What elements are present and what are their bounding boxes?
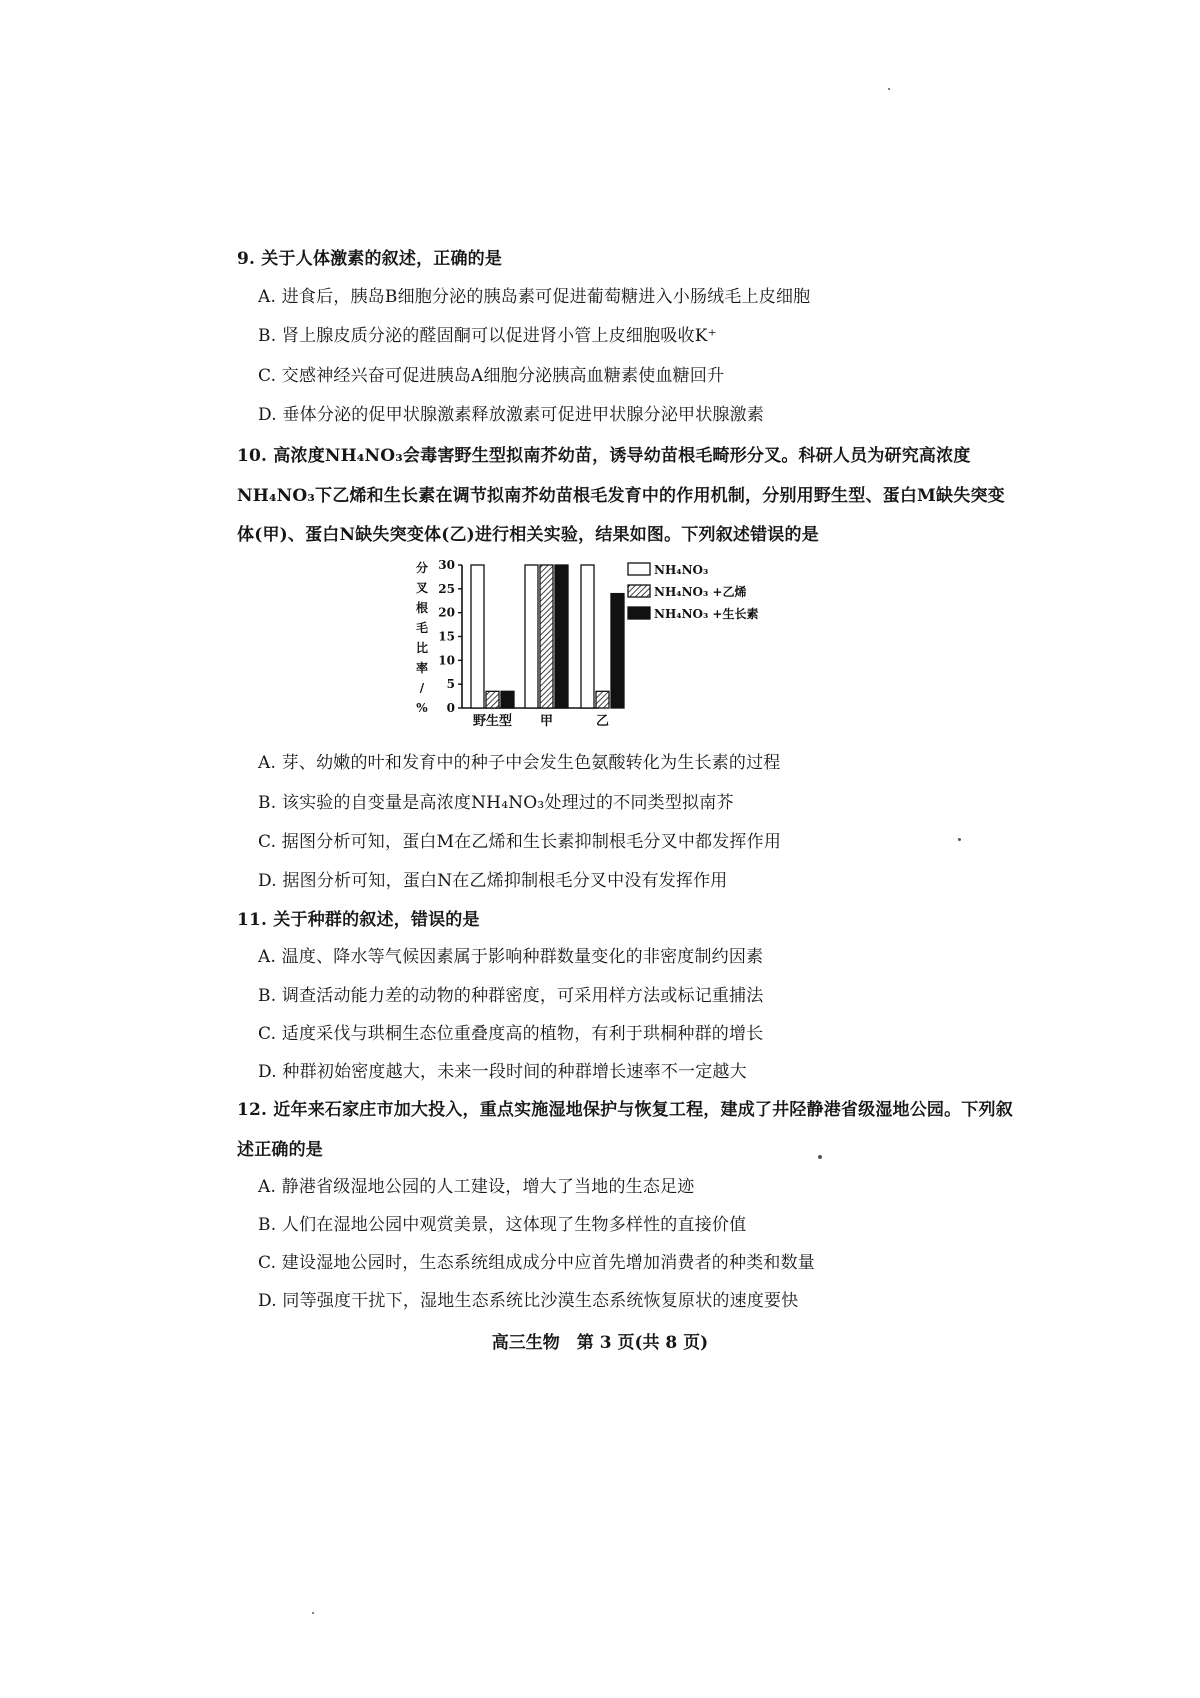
y-axis-label-char: %	[416, 701, 428, 715]
y-axis-label-char: 根	[415, 601, 429, 615]
y-tick-label: 5	[446, 677, 455, 692]
q12-option-a: A. 静港省级湿地公园的人工建设，增大了当地的生态足迹	[258, 1177, 695, 1197]
q12-option-c: C. 建设湿地公园时，生态系统组成成分中应首先增加消费者的种类和数量	[258, 1253, 816, 1273]
q9-option-d: D. 垂体分泌的促甲状腺激素释放激素可促进甲状腺分泌甲状腺激素	[258, 405, 765, 425]
bar	[555, 565, 568, 708]
y-axis-label-char: 叉	[415, 581, 429, 595]
legend-label: NH₄NO₃	[654, 563, 709, 577]
q10-option-a: A. 芽、幼嫩的叶和发育中的种子中会发生色氨酸转化为生长素的过程	[258, 753, 781, 773]
bar	[540, 565, 553, 708]
chart-axes	[438, 560, 598, 715]
q12-option-d: D. 同等强度干扰下，湿地生态系统比沙漠生态系统恢复原状的速度要快	[258, 1291, 799, 1311]
scan-speck	[818, 1155, 822, 1159]
q12-option-b: B. 人们在湿地公园中观赏美景，这体现了生物多样性的直接价值	[258, 1215, 747, 1235]
bar-chart	[400, 560, 820, 730]
legend-label: NH₄NO₃ +乙烯	[654, 585, 747, 599]
legend-swatch	[628, 607, 650, 619]
q9-option-c: C. 交感神经兴奋可促进胰岛A细胞分泌胰高血糖素使血糖回升	[258, 366, 725, 386]
bar	[611, 594, 624, 708]
q11-option-a: A. 温度、降水等气候因素属于影响种群数量变化的非密度制约因素	[258, 947, 764, 967]
bar	[471, 565, 484, 708]
scan-speck	[888, 88, 890, 90]
y-tick-label: 20	[438, 605, 455, 620]
x-tick-label: 乙	[595, 714, 610, 729]
chart-legend	[628, 563, 758, 621]
q10-option-c: C. 据图分析可知，蛋白M在乙烯和生长素抑制根毛分叉中都发挥作用	[258, 832, 782, 852]
x-tick-label: 野生型	[472, 714, 513, 729]
y-tick-label: 10	[438, 653, 455, 668]
q11-stem: 11. 关于种群的叙述，错误的是	[237, 910, 480, 930]
q9-option-b: B. 肾上腺皮质分泌的醛固酮可以促进肾小管上皮细胞吸收K⁺	[258, 326, 717, 346]
q10-stem-line-1: 10. 高浓度NH₄NO₃会毒害野生型拟南芥幼苗，诱导幼苗根毛畸形分叉。科研人员为研究高浓度	[237, 446, 971, 466]
legend-swatch	[628, 563, 650, 575]
y-tick-label: 25	[438, 581, 455, 596]
y-axis-label	[416, 560, 428, 715]
x-axis-labels	[473, 713, 609, 729]
q10-option-d: D. 据图分析可知，蛋白N在乙烯抑制根毛分叉中没有发挥作用	[258, 871, 728, 891]
q10-stem-line-3: 体(甲)、蛋白N缺失突变体(乙)进行相关实验，结果如图。下列叙述错误的是	[237, 525, 819, 545]
scan-speck	[958, 838, 961, 841]
x-tick-label: 甲	[539, 714, 554, 729]
q12-stem-line-2: 述正确的是	[237, 1140, 323, 1160]
q10-stem-line-2: NH₄NO₃下乙烯和生长素在调节拟南芥幼苗根毛发育中的作用机制，分别用野生型、蛋白M缺失突变	[237, 486, 1005, 506]
bar	[525, 565, 538, 708]
y-tick-label: 0	[446, 701, 455, 715]
q9-option-a: A. 进食后，胰岛B细胞分泌的胰岛素可促进葡萄糖进入小肠绒毛上皮细胞	[258, 287, 811, 307]
q12-stem-line-1: 12. 近年来石家庄市加大投入，重点实施湿地保护与恢复工程，建成了井陉静港省级湿地公园。下列叙	[237, 1100, 1013, 1120]
legend-swatch	[628, 585, 650, 597]
y-axis-label-char: 毛	[415, 621, 429, 635]
chart-bars	[471, 565, 624, 708]
y-axis-label-char: 分	[415, 561, 429, 575]
q10-option-b: B. 该实验的自变量是高浓度NH₄NO₃处理过的不同类型拟南芥	[258, 793, 734, 813]
bar	[501, 691, 514, 708]
bar	[486, 691, 499, 708]
bar	[581, 565, 594, 708]
page-footer: 高三生物 第 3 页(共 8 页)	[491, 1333, 709, 1353]
q11-option-b: B. 调查活动能力差的动物的种群密度，可采用样方法或标记重捕法	[258, 986, 764, 1006]
bar	[596, 691, 609, 708]
y-axis-label-char: 比	[415, 641, 429, 655]
y-axis-label-char: /	[419, 681, 425, 695]
q9-stem: 9. 关于人体激素的叙述，正确的是	[237, 249, 503, 269]
y-tick-label: 30	[438, 560, 455, 572]
q11-option-c: C. 适度采伐与珙桐生态位重叠度高的植物，有利于珙桐种群的增长	[258, 1024, 764, 1044]
legend-label: NH₄NO₃ +生长素	[654, 607, 759, 621]
scan-speck	[312, 1612, 314, 1614]
y-tick-label: 15	[438, 629, 455, 644]
y-axis-label-char: 率	[415, 661, 429, 675]
q11-option-d: D. 种群初始密度越大，未来一段时间的种群增长速率不一定越大	[258, 1062, 747, 1082]
